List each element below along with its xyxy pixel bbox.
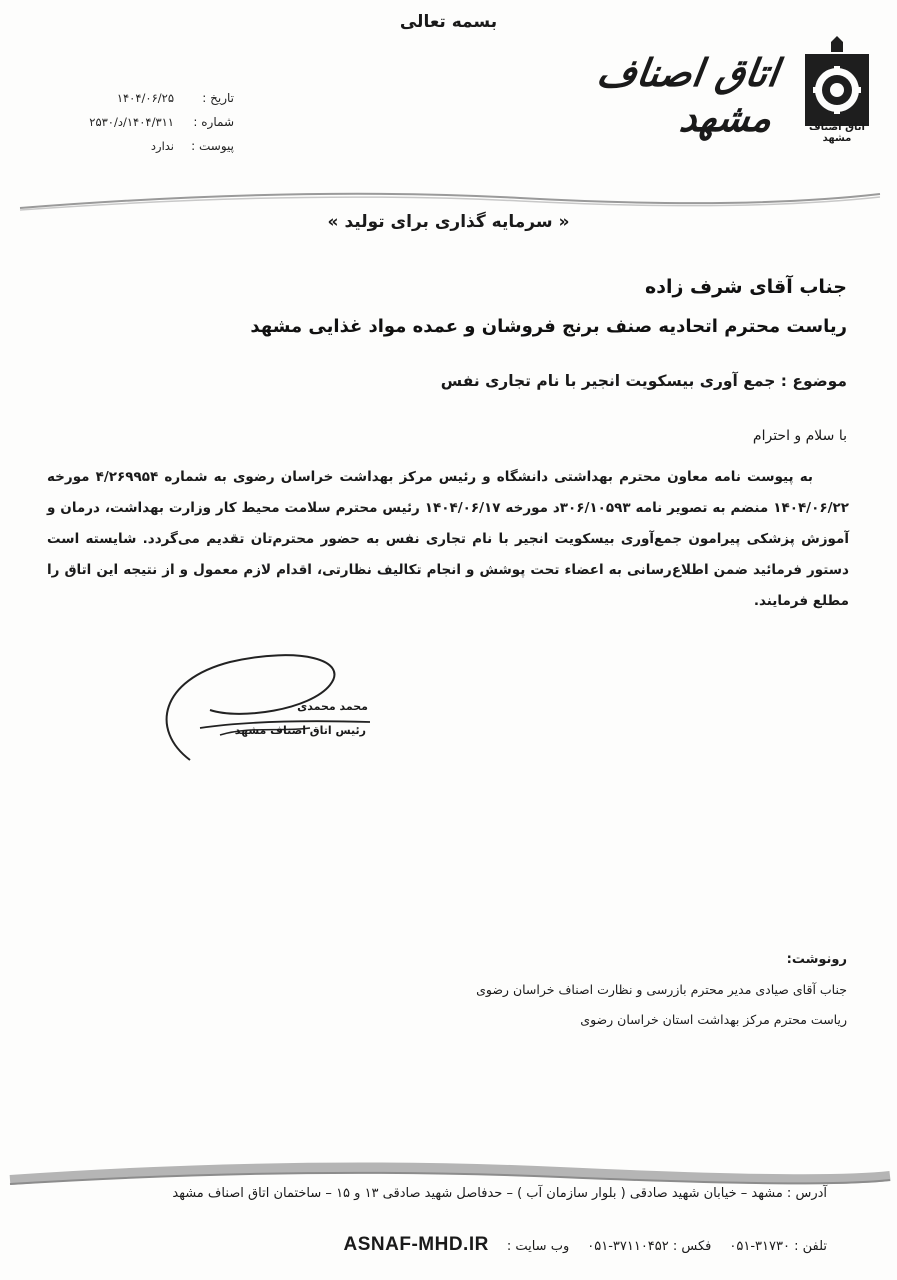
date-label: تاریخ : <box>202 91 234 105</box>
number-label: شماره : <box>193 115 234 129</box>
footer-website-label: وب سایت : <box>506 1239 570 1254</box>
footer-address: آدرس : مشهد – خیابان شهید صادقی ( بلوار سازمان آب ) – حدفاصل شهید صادقی ۱۳ و ۱۵ – ساختمان اتاق اصناف مشهد <box>172 1186 827 1201</box>
footer-contact <box>47 1234 827 1256</box>
signatory-name: محمد محمدی <box>297 700 368 713</box>
date-row <box>64 86 234 110</box>
number-value: ۱۴۰۴/۳۱۱/د/۲۵۳۰ <box>89 115 174 129</box>
footer-fax: فکس : ۳۷۱۱۰۴۵۲-۰۵۱ <box>587 1239 712 1254</box>
letter-body <box>47 462 849 617</box>
addressee-name: جناب آقای شرف زاده <box>644 276 847 298</box>
body-paragraph: به پیوست نامه معاون محترم بهداشتی دانشگاه و رئیس مرکز بهداشت خراسان رضوی به شماره ۴/۲۶۹۹۵۴ مورخه ۱۴۰۴/۰۶/۲۲ منضم به تصویر نامه ۳۰۶/۱۰۵۹۳د مورخه ۱۴۰۴/۰۶/۱۷ رئیس محترم سلامت محیط کار وزارت بهداشت، درمان و آموزش پزشکی پیرامون جمع‌آوری بیسکویت انجیر با نام تجاری نفس به حضور محترم‌تان تقدیم می‌گردد. شایسته است دستور فرمائید ضمن اطلاع‌رسانی به اعضاء تحت پوشش و انجام تکالیف نظارتی، اقدام لازم معمول و از نتیجه این اتاق را مطلع فرمایند. <box>47 469 849 609</box>
number-row <box>64 110 234 134</box>
cc-heading: رونوشت: <box>786 952 847 967</box>
letter-metadata <box>64 86 234 158</box>
logo-caption: اتاق اصناف مشهد <box>809 122 865 144</box>
cc-item: جناب آقای صیادی مدیر محترم بازرسی و نظارت اصناف خراسان رضوی <box>476 982 847 997</box>
date-value: ۱۴۰۴/۰۶/۲۵ <box>116 91 174 105</box>
footer-phone: تلفن : ۳۱۷۳۰-۰۵۱ <box>729 1239 827 1254</box>
attachment-label: پیوست : <box>191 139 234 153</box>
subject-line: موضوع : جمع آوری بیسکویت انجیر با نام تجاری نفس <box>440 372 847 390</box>
signatory-title: رئیس اتاق اصناف مشهد <box>234 724 366 737</box>
cc-item: ریاست محترم مرکز بهداشت استان خراسان رضوی <box>580 1012 847 1027</box>
slogan: « سرمایه گذاری برای تولید » <box>327 212 570 232</box>
attachment-value: ندارد <box>150 139 174 153</box>
greeting: با سلام و احترام <box>752 428 847 444</box>
footer-website-link[interactable]: ASNAF-MHD.IR <box>343 1234 489 1255</box>
attachment-row <box>64 134 234 158</box>
header-divider <box>0 184 897 214</box>
guild-chamber-logo-icon <box>801 36 873 134</box>
org-name-logotype: اتاق اصناف مشهد <box>594 50 782 140</box>
bismillah-heading: بسمه تعالی <box>399 12 498 32</box>
addressee-title: ریاست محترم اتحادیه صنف برنج فروشان و عمده مواد غذایی مشهد <box>250 316 847 337</box>
footer-divider <box>0 1150 897 1190</box>
